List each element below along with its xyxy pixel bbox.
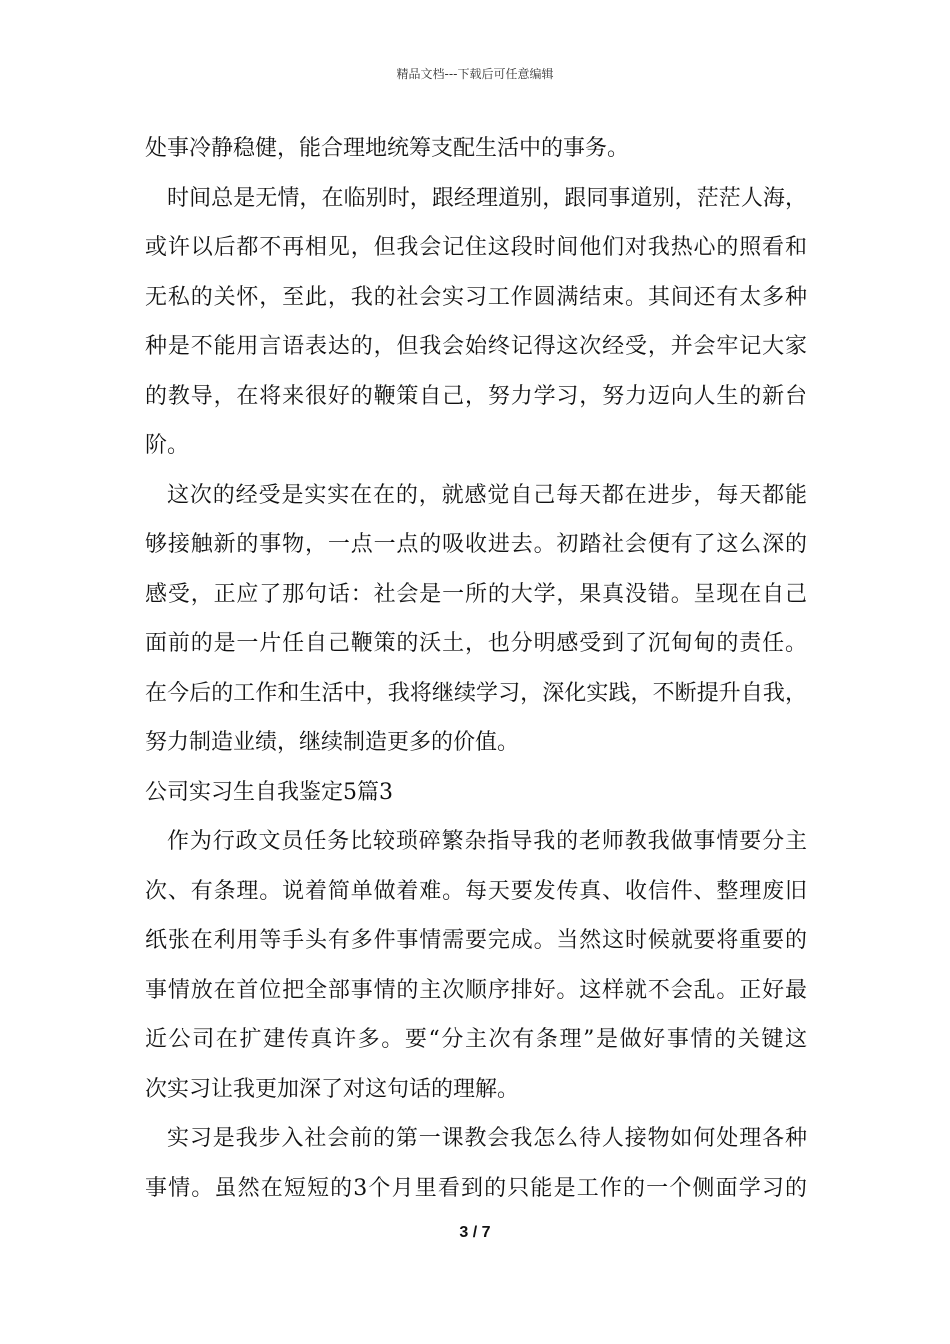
text-line: 这次的经受是实实在在的，就感觉自己每天都在进步，每天都能	[167, 482, 807, 508]
text-line: 近公司在扩建传真许多。要“分主次有条理”是做好事情的关键这	[145, 1027, 807, 1052]
text-line: 面前的是一片任自己鞭策的沃土，也分明感受到了沉甸甸的责任。	[145, 631, 807, 656]
section-heading: 公司实习生自我鉴定5篇3	[145, 779, 393, 805]
text-line: 处事冷静稳健，能合理地统筹支配生活中的事务。	[145, 136, 630, 161]
text-line: 感受，正应了那句话：社会是一所的大学，果真没错。呈现在自己	[145, 581, 807, 607]
text-line: 事情放在首位把全部事情的主次顺序排好。这样就不会乱。正好最	[145, 977, 807, 1003]
text-line: 在今后的工作和生活中，我将继续学习，深化实践，不断提升自我，	[145, 680, 807, 706]
page-number: 3 / 7	[459, 1224, 491, 1241]
text-line: 时间总是无情，在临别时，跟经理道别，跟同事道别，茫茫人海，	[167, 185, 807, 211]
text-line: 纸张在利用等手头有多件事情需要完成。当然这时候就要将重要的	[145, 928, 807, 953]
text-line: 作为行政文员任务比较琐碎繁杂指导我的老师教我做事情要分主	[167, 829, 807, 854]
text-line: 无私的关怀，至此，我的社会实习工作圆满结束。其间还有太多种	[145, 284, 807, 310]
text-line: 够接触新的事物，一点一点的吸收进去。初踏社会便有了这么深的	[145, 532, 807, 557]
text-line: 阶。	[145, 433, 190, 458]
text-line: 次实习让我更加深了对这句话的理解。	[145, 1076, 520, 1102]
text-line: 实习是我步入社会前的第一课教会我怎么待人接物如何处理各种	[167, 1126, 807, 1151]
text-line: 次、有条理。说着简单做着难。每天要发传真、收信件、整理废旧	[145, 878, 807, 904]
text-line: 努力制造业绩，继续制造更多的价值。	[145, 730, 520, 755]
text-line: 的教导，在将来很好的鞭策自己，努力学习，努力迈向人生的新台	[145, 383, 807, 409]
text-line: 或许以后都不再相见，但我会记住这段时间他们对我热心的照看和	[145, 235, 807, 260]
document-body	[145, 124, 807, 1213]
page-header: 精品文档---下载后可任意编辑	[396, 67, 554, 81]
text-line: 事情。虽然在短短的3个月里看到的只能是工作的一个侧面学习的	[145, 1175, 807, 1201]
text-line: 种是不能用言语表达的，但我会始终记得这次经受，并会牢记大家	[145, 334, 807, 359]
